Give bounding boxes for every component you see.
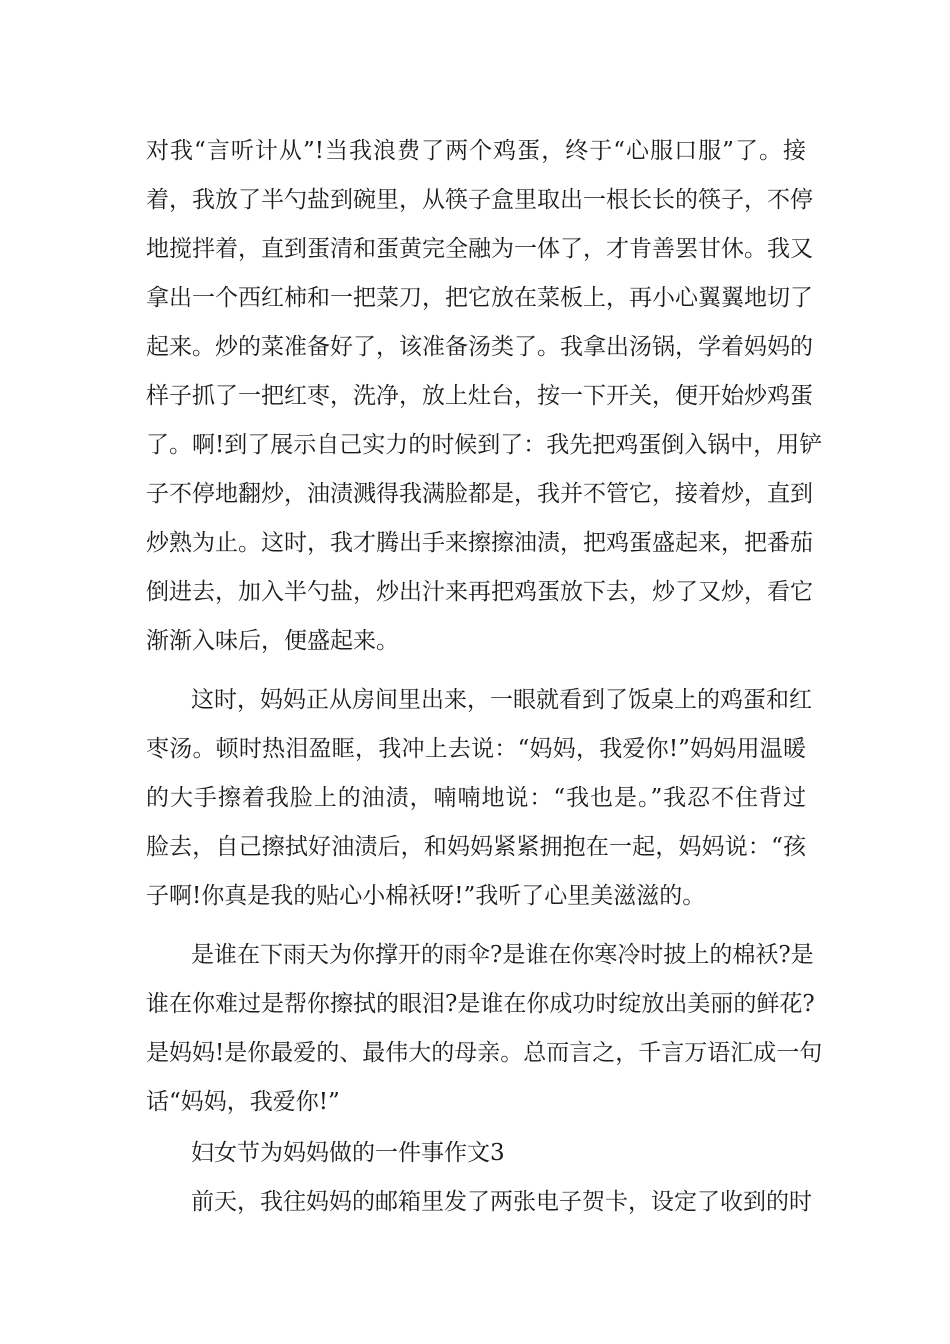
- text-line: 话“妈妈，我爱你!”: [146, 1089, 340, 1115]
- text-line: 样子抓了一把红枣，洗净，放上灶台，按一下开关，便开始炒鸡蛋: [146, 383, 813, 409]
- text-line: 倒进去，加入半勺盐，炒出汁来再把鸡蛋放下去，炒了又炒，看它: [146, 579, 813, 605]
- text-line: 子啊!你真是我的贴心小棉袄呀!”我听了心里美滋滋的。: [146, 883, 706, 909]
- text-line: 脸去，自己擦拭好油渍后，和妈妈紧紧拥抱在一起，妈妈说：“孩: [146, 834, 806, 860]
- text-line: 枣汤。顿时热泪盈眶，我冲上去说：“妈妈，我爱你!”妈妈用温暖: [146, 736, 806, 762]
- text-line: 子不停地翻炒，油渍溅得我满脸都是，我并不管它，接着炒，直到: [146, 481, 813, 507]
- text-line: 前天，我往妈妈的邮箱里发了两张电子贺卡，设定了收到的时: [191, 1189, 812, 1215]
- text-line: 对我“言听计从”!当我浪费了两个鸡蛋，终于“心服口服”了。接: [146, 138, 806, 164]
- text-line: 是谁在下雨天为你撑开的雨伞?是谁在你寒冷时披上的棉袄?是: [191, 942, 814, 968]
- text-line: 拿出一个西红柿和一把菜刀，把它放在菜板上，再小心翼翼地切了: [146, 285, 813, 311]
- text-line: 起来。炒的菜准备好了，该准备汤类了。我拿出汤锅，学着妈妈的: [146, 334, 813, 360]
- text-line: 的大手擦着我脸上的油渍，喃喃地说：“我也是。”我忍不住背过: [146, 785, 806, 811]
- text-line: 了。啊!到了展示自己实力的时候到了：我先把鸡蛋倒入锅中，用铲: [146, 432, 823, 458]
- text-line: 渐渐入味后，便盛起来。: [146, 628, 399, 654]
- text-line: 着，我放了半勺盐到碗里，从筷子盒里取出一根长长的筷子，不停: [146, 187, 813, 213]
- text-line: 这时，妈妈正从房间里出来，一眼就看到了饭桌上的鸡蛋和红: [191, 687, 812, 713]
- text-line: 炒熟为止。这时，我才腾出手来擦擦油渍，把鸡蛋盛起来，把番茄: [146, 530, 813, 556]
- section-heading: 妇女节为妈妈做的一件事作文3: [191, 1140, 505, 1166]
- text-line: 谁在你难过是帮你擦拭的眼泪?是谁在你成功时绽放出美丽的鲜花?: [146, 991, 815, 1017]
- text-line: 地搅拌着，直到蛋清和蛋黄完全融为一体了，才肯善罢甘休。我又: [146, 236, 813, 262]
- text-line: 是妈妈!是你最爱的、最伟大的母亲。总而言之，千言万语汇成一句: [146, 1040, 823, 1066]
